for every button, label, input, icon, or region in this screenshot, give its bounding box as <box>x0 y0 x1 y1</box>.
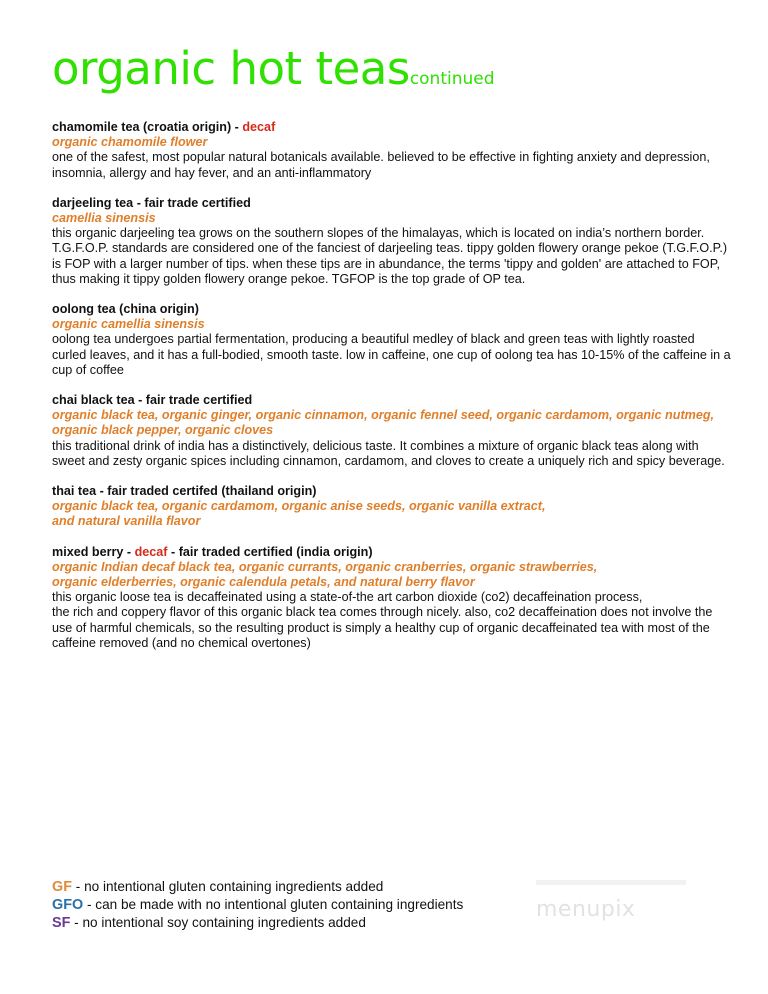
item-description-line-2: the rich and coppery flavor of this organic black tea comes through nicely. also, co2 decaffeination does not involve the use of harmful chemicals, so the resulting product is simply a healthy cup of organic decaffeinated tea with most of the caffeine removed (and no chemical overtones) <box>52 605 713 650</box>
item-ingredients-line-2: and natural vanilla flavor <box>52 514 201 529</box>
item-name: chamomile tea (croatia origin) - <box>52 120 243 134</box>
item-ingredients-line-1: organic black tea, organic cardamom, organic anise seeds, organic vanilla extract, <box>52 499 546 514</box>
menu-item-darjeeling <box>52 196 732 287</box>
menu-item-chai <box>52 393 732 469</box>
legend-text: - no intentional soy containing ingredients added <box>70 915 366 931</box>
menu-item-oolong <box>52 302 732 378</box>
decaf-label: decaf <box>242 120 276 134</box>
legend-code: GF <box>52 879 72 895</box>
item-description: this organic darjeeling tea grows on the southern slopes of the himalayas, which is located on india’s northern border. T.G.F.O.P. standards are considered one of the fanciest of darjeeling teas. tippy golden flowery orange pekoe (T.G.F.O.P.) is FOP with a larger number of tips. when these tips are in abundance, the terms 'tippy and golden' are attached to FOP, thus making it tippy golden flowery orange pekoe. TGFOP is the top grade of OP tea. <box>52 226 728 286</box>
legend-row-sf <box>52 914 463 932</box>
item-ingredients: camellia sinensis <box>52 211 156 226</box>
legend-code: SF <box>52 915 71 932</box>
item-ingredients: organic chamomile flower <box>52 135 208 150</box>
item-name: oolong tea (china origin) <box>52 302 199 317</box>
legend-row-gf <box>52 878 463 896</box>
tea-list <box>52 120 732 666</box>
item-ingredients: organic camellia sinensis <box>52 317 205 332</box>
menu-item-mixed-berry <box>52 545 732 651</box>
item-name: darjeeling tea - fair trade certified <box>52 195 251 210</box>
item-description-line-1: this organic loose tea is decaffeinated using a state-of-the art carbon dioxide (co2) decaffeination process, <box>52 590 643 605</box>
item-description: oolong tea undergoes partial fermentation, producing a beautiful medley of black and green teas with lightly roasted curled leaves, and it has a full-bodied, smooth taste. low in caffeine, one cup of oolong tea has 10-15% of the caffeine in a cup of coffee <box>52 332 731 377</box>
dietary-legend <box>52 878 463 933</box>
legend-code: GFO <box>52 897 84 914</box>
watermark-logo: menupix <box>536 897 636 922</box>
menu-item-thai <box>52 484 732 530</box>
item-name: chai black tea - fair trade certified <box>52 393 253 408</box>
legend-text: - no intentional gluten containing ingredients added <box>71 879 384 894</box>
item-name-suffix: - fair traded certified (india origin) <box>167 544 373 559</box>
item-ingredients-line-2: organic elderberries, organic calendula petals, and natural berry flavor <box>52 575 475 590</box>
item-description: this traditional drink of india has a distinctively, delicious taste. It combines a mixture of organic black teas along with sweet and zesty organic spices including cinnamon, cardamom, and cloves to create a uniquely rich and spicy beverage. <box>52 438 725 468</box>
title-continued: continued <box>409 69 495 89</box>
page-title <box>52 42 495 95</box>
item-name: mixed berry - <box>52 544 135 559</box>
watermark-bar <box>536 880 686 885</box>
item-ingredients-line-1: organic Indian decaf black tea, organic currants, organic cranberries, organic strawberries, <box>52 559 598 574</box>
decaf-label: decaf <box>134 544 168 559</box>
item-name: thai tea - fair traded certifed (thailand origin) <box>52 484 317 499</box>
item-description: one of the safest, most popular natural botanicals available. believed to be effective in fighting anxiety and depression, insomnia, allergy and hay fever, and an anti-inflammatory <box>52 150 710 180</box>
legend-text: - can be made with no intentional gluten containing ingredients <box>83 897 464 913</box>
title-main: organic hot teas <box>52 42 410 95</box>
item-ingredients: organic black tea, organic ginger, organic cinnamon, organic fennel seed, organic cardamom, organic nutmeg, organic black pepper, organic cloves <box>52 408 715 438</box>
legend-row-gfo <box>52 896 463 914</box>
menu-item-chamomile <box>52 120 732 181</box>
